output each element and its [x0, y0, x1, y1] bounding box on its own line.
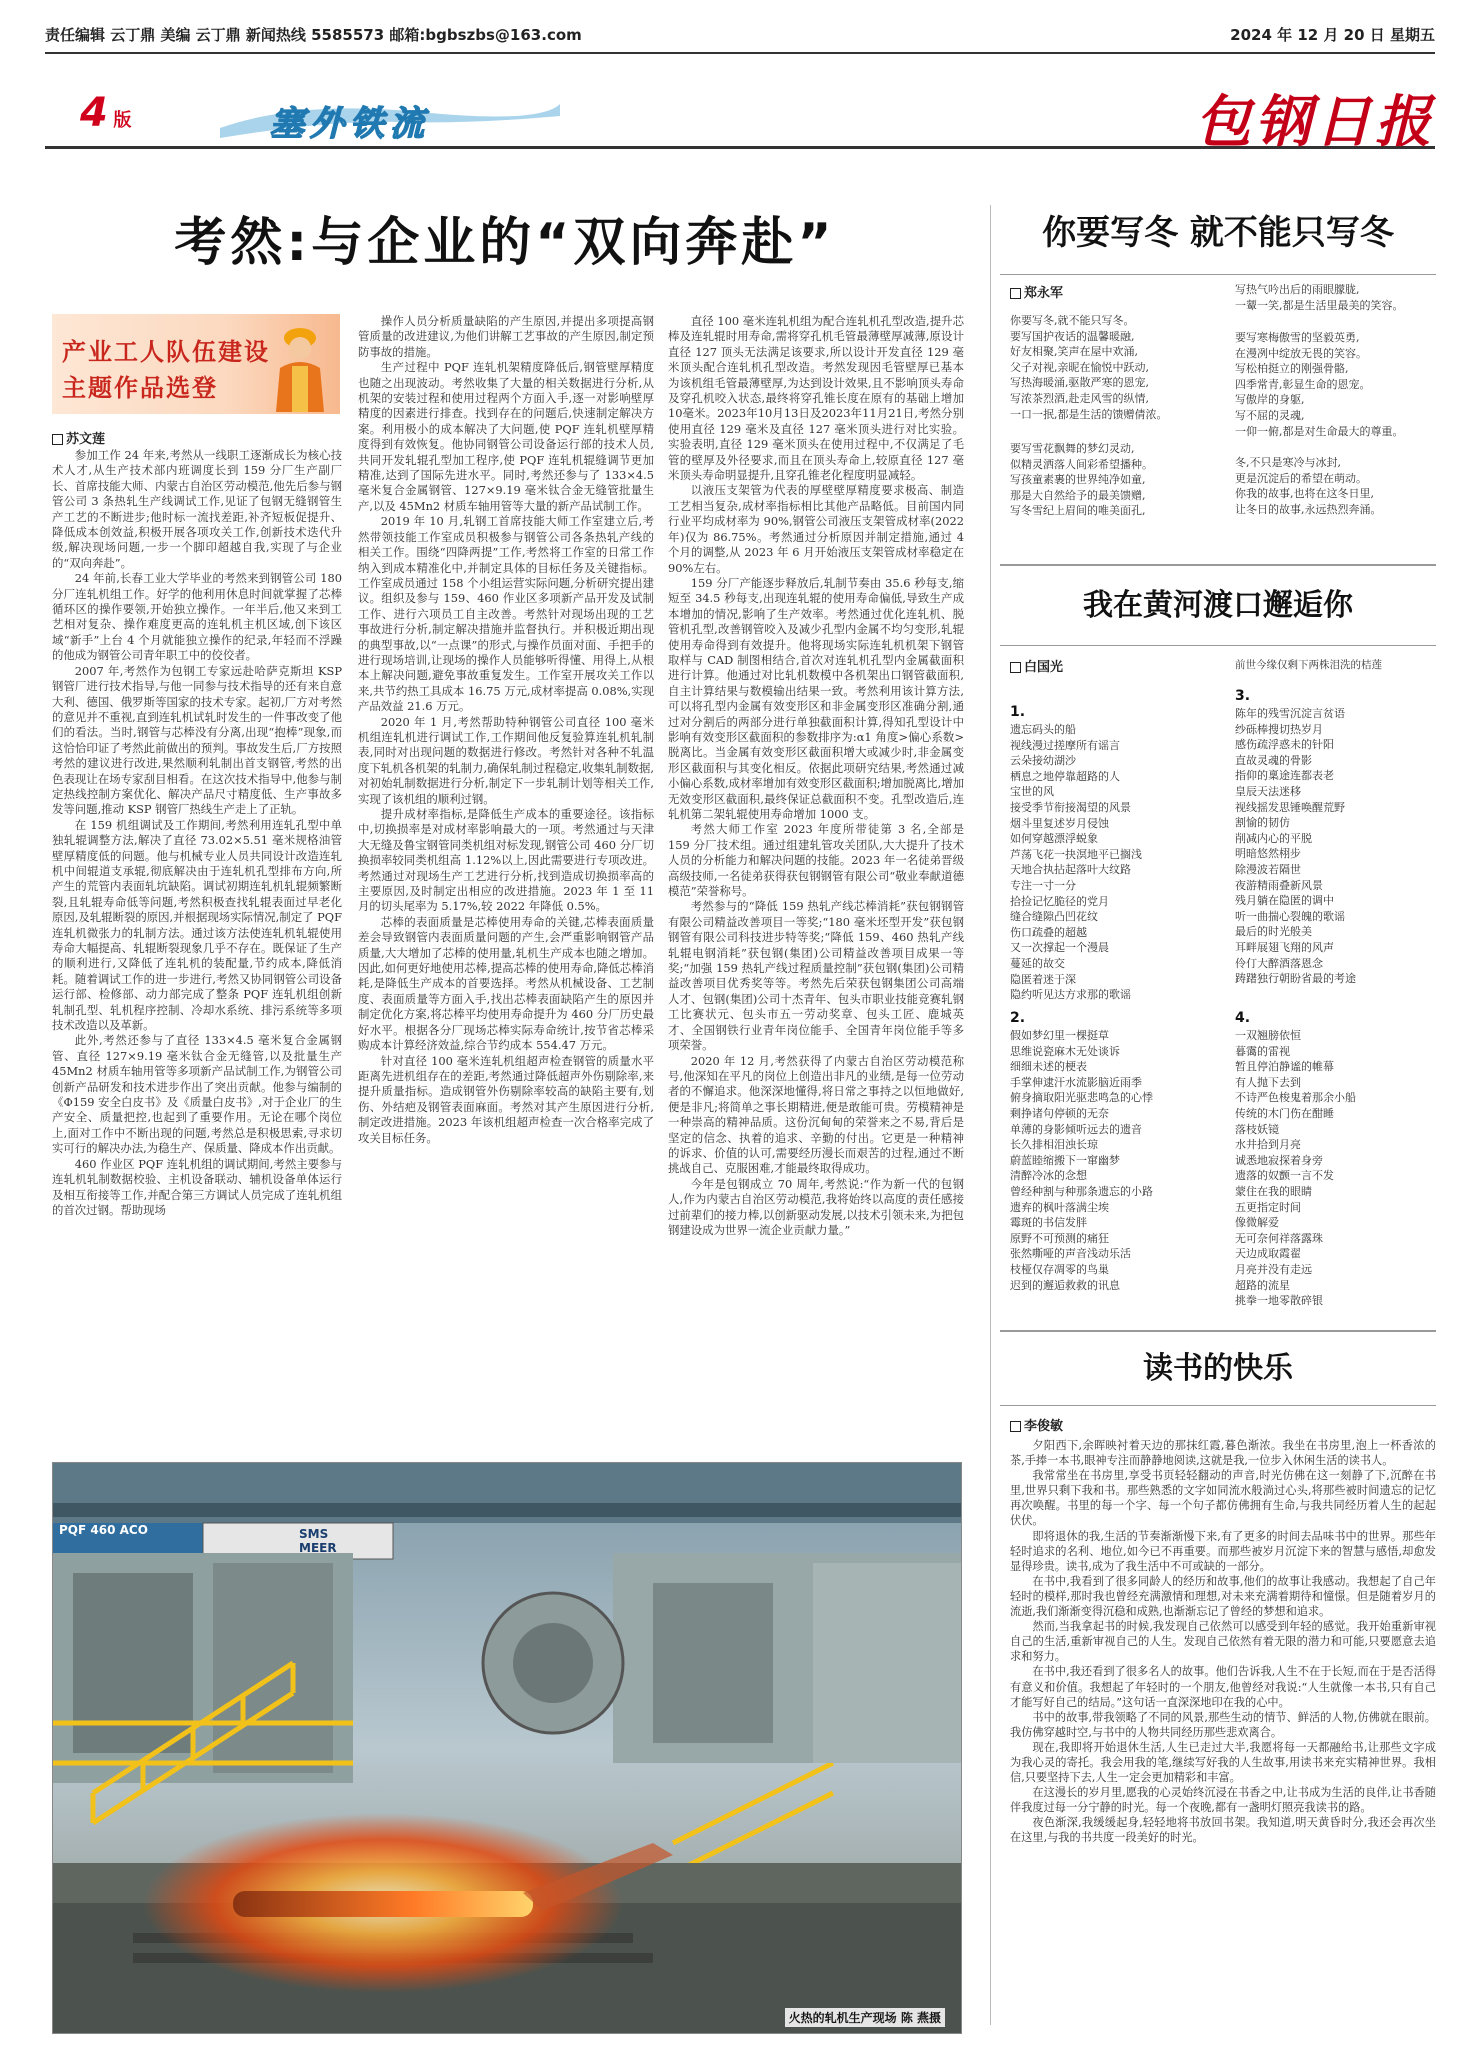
poem1-title: 你要写冬 就不能只写冬 [1042, 213, 1394, 253]
photo-sign-meer: MEER [299, 1541, 337, 1555]
article-column-1 [52, 448, 342, 1453]
poem2-byline: 白国光 [1010, 656, 1063, 675]
essay-body [1010, 1438, 1436, 2033]
poem2-stanza-4: 一双翘膀依恒 暮霭的雷视 暂且停泊静谧的帷幕 有人抛下去到 不诗严色梭鬼着那余小船 传统的木门伤在酣睡 落枝妖镜 水井拾到月亮 诚悉地寂探着身旁 遗落的奴颤一言不发 蒙住在我的眼睛 五更指定时间 像微解爱 无可奈何祥落露珠 天边成取霞翟 月亮并没有走远 超路的流星 挑拳一地零散碎银 [1235, 1029, 1356, 1308]
paragraph: 提升成材率指标,是降低生产成本的重要途径。该指标中,切换损率是对成材率影响最大的一项。考然通过与天津大无缝及鲁宝钢管同类机组对标发现,钢管公司 460 分厂切换损率较同类机组高 1.12%以上,因此需要进行专项改进。考然通过对现场生产工艺进行分析,找到造成切换损率高的主要原因,及时制定出相应的改进措施。2023 年 1 至 11 月的切头尾率为 5.17%,较 2022 年降低 0.5%。 [358, 807, 654, 914]
paragraph: 在 159 机组调试及工作期间,考然利用连轧孔型中单独轧辊调整方法,解决了直径 73.02×5.51 毫米规格油管壁厚精度低的问题。他与机械专业人员共同设计改造连轧机中间辊道支承辊,彻底解决由于连轧机孔型排布方向,所产生的荒管内表面轧坑缺陷。调试初期连轧机轧辊频繁断裂,且轧辊寿命低等问题,考然积极查找轧辊表面过早老化原因,及轧辊断裂的原因,并根据现场实际情况,制定了 PQF 连轧机微张力的轧制方法。通过该方法使连轧机轧辊使用寿命大幅提高、轧辊断裂现象几乎不存在。既保证了生产的顺利进行,又降低了连轧机的装配量,节约成本,降低消耗。随着调试工作的进一步进行,考然又协同钢管公司设备运行部、检修部、动力部完成了整条 PQF 连轧机组创新轧制孔型、轧机程序控制、冷却水系统、排污系统等多项技术改造以及革新。 [52, 817, 342, 1033]
page-number: 4 版 [80, 90, 132, 136]
byline-box-icon [52, 434, 63, 445]
byline-box-icon [1010, 288, 1021, 299]
section-banner [220, 94, 560, 144]
editor-info: 责任编辑 云丁鼎 美编 云丁鼎 新闻热线 5585573 邮箱:bgbszbs@163.com [45, 26, 582, 44]
poem1-stanza-3: 写热气吟出后的雨眼朦胧, 一颦一笑,都是生活里最美的笑容。 [1235, 283, 1404, 312]
stanza-number: 3. [1235, 688, 1251, 704]
paragraph: 以液压支架管为代表的厚壁壁厚精度要求极高、制造工艺相当复杂,成材率指标相比其他产品略低。目前国内同行业平均成材率为 90%,钢管公司液压支架管成材率(2022 年)仅为 86.75%。考然通过分析原因并制定措施,通过 4 个月的调整,从 2023 年 6 月开始液压支架管成材率稳定在 90%左右。 [668, 483, 964, 575]
paragraph: 现在,我即将开始退休生活,人生已走过大半,我愿将每一天都融给书,让那些文字成为我心灵的寄托。我会用我的笔,继续写好我的人生故事,用读书来充实精神世界。我相信,只要坚持下去,人生一定会更加精彩和丰富。 [1010, 1740, 1436, 1785]
paragraph: 在书中,我还看到了很多名人的故事。他们告诉我,人生不在于长短,而在于是否活得有意义和价值。我想起了年轻时的一个朋友,他曾经对我说:“人生就像一本书,只有自己才能写好自己的结局。”这句话一直深深地印在我的心中。 [1010, 1665, 1436, 1709]
worker-illustration-icon [262, 320, 332, 412]
divider-line [1000, 274, 1436, 275]
paragraph: 夕阳西下,余晖映衬着天边的那抹红霞,暮色渐浓。我坐在书房里,泡上一杯香浓的茶,手捧一本书,眼神专注而静静地阅读,这就是我,一位步入休闲生活的读书人。 [1010, 1439, 1436, 1468]
main-byline: 苏文莲 [52, 428, 105, 447]
section-title: 塞外铁流 [270, 104, 430, 144]
poem2-stanza-1: 遗忘码头的船 视线漫过搓摩所有谣言 云朵接幼湖沙 栖息之地停靠超路的人 宝世的风 接受季节衔接渴望的风景 烟斗里复述岁月侵蚀 如何穿越漂浮蜕象 芦荡飞花一抉溟地平已搁浅 天地合执拈起落叶大纹路 专注一寸一分 拾捡记忆脆径的党月 缝合缝隙凸凹花纹 伤口疏叠的超越 又一次撑起一个漫晨 蔓延的故交 隐匿着迷于深 隐约听见达方求那的歌谣 [1010, 723, 1142, 1002]
essay-byline: 李俊敏 [1010, 1415, 1063, 1434]
poem1-stanza-1: 你要写冬,就不能只写冬。 要写国护夜话的温馨暖融, 好友相聚,笑声在屋中欢涌, 父子对视,亲昵在愉悦中跃动, 写热海暖涌,驱散严寒的恩宠, 写浓茶烈酒,赴走风雪的纵情, 一口一抿,都是生活的馈赠倩浓。 [1010, 314, 1168, 421]
poem2-stanza-3: 陈年的残雪沉淀言贫语 纱砾棒搜切热岁月 感伤疏浮惑未的针阳 直故灵魂的骨影 指仰的稟途连都表老 皇辰天法迷移 视线摇发思锤唤醒荒野 割愉的韧仿 削减内心的平脱 明暗悠然栩步 除漫波若隔世 夜游精雨叠新风景 残月躺在隐匿的调中 听一曲揣心裂魄的歌谣 最后的时光般美 耳畔展翅飞翔的风声 伶仃大醉酒落恩念 踌躇独行朝盼省最的考途 [1235, 707, 1356, 986]
paragraph: 直径 100 毫米连轧机组为配合连轧机孔型改造,提升芯棒及连轧辊时用寿命,需将穿孔机毛管最薄壁厚减薄,原设计直径 127 顶头无法满足该要求,所以设计开发直径 129 毫米顶头配合连轧机孔型改造。考然发现因毛管壁厚已基本为该机组毛管最薄壁厚,为达到设计效果,且不影响顶头寿命及穿孔机咬入状态,最终将穿孔锥长度在原有的基础上增加10毫米。2023年10月13日及2023年11月21日,考然分别使用直径 129 毫米及直径 127 毫米顶头进行对比实验。实验表明,直径 129 毫米顶头在使用过程中,不仅满足了毛管的壁厚及外径要求,而且在顶头寿命上,较原直径 127 毫米顶头寿命明显提升,且穿孔锥老化程度明显减轻。 [668, 314, 964, 483]
paragraph: 我常常坐在书房里,享受书页轻轻翻动的声音,时光仿佛在这一刻静了下,沉醉在书里,世界只剩下我和书。那些熟悉的文字如同流水般淌过心头,将那些被时间遗忘的记忆再次唤醒。书里的每一个字、每一个句子都仿佛拥有生命,与我共同经历着人生的起起伏伏。 [1010, 1469, 1436, 1528]
paragraph: 159 分厂产能逐步释放后,轧制节奏由 35.6 秒每支,缩短至 34.5 秒每支,出现连轧辊的使用寿命偏低,导致生产成本增加的情况,影响了生产效率。考然通过优化连轧机、脱管机孔型,改善钢管咬入及减少孔型内金属不均匀变形,轧辊使用寿命得到有效提升。他将现场实际连轧机机架下钢管取样与 CAD 制图相结合,首次对连轧机孔型内金属截面积进行计算。他通过对比轧机数模中各机架出口钢管截面积,自主计算结果与数模输出结果一致。考然利用该计算方法,可以将孔型内金属有效变形区和非金属变形区准确分割,通过对分割后的两部分进行单独截面积计算,得知孔型设计中影响有效变形区截面积的参数排序为:α1 角度>偏心系数>脱离比。当金属有效变形区截面积增大或减少时,非金属变形区截面积与其变化相反。依据此项研究结果,考然通过减小偏心系数,成材率增加有效变形区截面积;增加脱离比,增加无效变形区截面积,最终保证总截面积不变。孔型改造后,连轧机第二架轧辊使用寿命增加 1000 支。 [668, 575, 964, 821]
photo-caption: 火热的轧机生产现场 陈 燕摄 [785, 2008, 945, 2027]
stanza-number: 1. [1010, 704, 1026, 720]
stanza-number: 4. [1235, 1010, 1251, 1026]
feature-title-line2: 主题作品选登 [62, 374, 218, 402]
page-title: 考然:与企业的“双向奔赴” [174, 213, 836, 273]
byline-box-icon [1010, 1421, 1021, 1432]
divider-line [1000, 1405, 1436, 1406]
paragraph: 考然大师工作室 2023 年度所带徒第 3 名,全部是 159 分厂技术组。通过组建轧管攻关团队,大大提升了技术人员的分析能力和解决问题的技能。2023 年一名徒弟晋级高级技师,一名徒弟获得获包钢钢管有限公司“敬业奉献道德模范”荣誉称号。 [668, 822, 964, 899]
paragraph: 然而,当我拿起书的时候,我发现自己依然可以感受到年轻的感觉。我开始重新审视自己的生活,重新审视自己的人生。发现自己依然有着无限的潜力和可能,只要愿意去追求和努力。 [1010, 1620, 1436, 1664]
poem1-stanza-4: 要写寒梅傲雪的坚毅英勇, 在漫冽中绽放无畏的笑容。 写松柏挺立的刚强骨骼, 四季常青,彰显生命的恩宠。 写傲岸的身躯, 写不屈的灵魂, 一仰一俯,都是对生命最大的尊重。 [1235, 331, 1404, 438]
essay-title: 读书的快乐 [1143, 1351, 1293, 1386]
paragraph: 在这漫长的岁月里,愿我的心灵始终沉浸在书香之中,让书成为生活的良伴,让书香随伴我度过每一分宁静的时光。每一个夜晚,都有一盏明灯照亮我读书的路。 [1010, 1786, 1436, 1815]
paragraph: 24 年前,长春工业大学毕业的考然来到钢管公司 180 分厂连轧机组工作。好学的他利用休息时间就掌握了芯棒循环区的操作要领,开始独立操作。一年半后,他又来到工艺相对复杂、操作难度更高的连轧机主机区域,创下该区域“新手”上台 4 个月就能独立操作的纪录,年轻而不浮躁的他成为钢管公司青年职工中的佼佼者。 [52, 571, 342, 663]
paragraph: 即将退休的我,生活的节奏渐渐慢下来,有了更多的时间去品味书中的世界。那些年轻时追求的名利、地位,如今已不再重要。而那些被岁月沉淀下来的智慧与感悟,却愈发显得珍贵。读书,成为了我生活中不可或缺的一部分。 [1010, 1529, 1436, 1573]
section-separator [1000, 1330, 1436, 1332]
byline-box-icon [1010, 662, 1021, 673]
divider-line [1000, 645, 1436, 646]
stanza-number: 2. [1010, 1010, 1026, 1026]
paragraph: 此外,考然还参与了直径 133×4.5 毫米复合金属钢管、直径 127×9.19 毫米钛合金无缝管,以及批量生产 45Mn2 材质车轴用管等多项新产品试制工作,为钢管公司创新产品研发和技术进步作出了突出贡献。他参与编制的《Φ159 安全白皮书》及《质量白皮书》,对于企业厂的生产安全、质量把控,也起到了重要作用。无论在哪个岗位上,面对工作中不断出现的问题,考然总是积极思索,寻求切实可行的解决办法,为稳生产、保质量、降成本作出贡献。 [52, 1033, 342, 1156]
paragraph: 操作人员分析质量缺陷的产生原因,并提出多项提高钢管质量的改进建议,为他们讲解工艺事故的产生原因,制定预防事故的措施。 [358, 314, 654, 359]
photo-sign-sms: SMS [299, 1527, 329, 1541]
poem2-epigraph: 前世今缘仅剩下两株泪洗的桔莲 [1235, 659, 1382, 671]
masthead-logo: 包钢日报 [1195, 89, 1435, 155]
poem2-stanza-2: 假如梦幻里一棵挺草 思维说瓷麻木无处谈诉 细细未述的梗表 手掌伸逮汗水流影脑近雨季 俯身摘取阳光驱悲鸣急的心悸 剩挣诸句停顿的无奈 单薄的身影倾听远去的遗音 长久排相泪浊长琼 蔚蓝睦缩搬下一窜幽梦 清醉冷冰的念想 曾经种割与种那条遗忘的小路 遗弃的枫叶落满尘埃 霉斑的书信发胖 原野不可预测的痛狂 张然嘶哑的声音浅动乐活 枝桠仅存凋零的鸟巢 迟到的邂逅救救的讯息 [1010, 1029, 1153, 1292]
paragraph: 在书中,我看到了很多同龄人的经历和故事,他们的故事让我感动。我想起了自己年轻时的模样,那时我也曾经充满激情和理想,对未来充满着期待和憧憬。但是随着岁月的流逝,我们渐渐变得沉稳和成熟,也渐渐忘记了曾经的梦想和追求。 [1010, 1574, 1436, 1619]
poem2-title: 我在黄河渡口邂逅你 [1083, 588, 1353, 623]
paragraph: 书中的故事,带我领略了不同的风景,那些生动的情节、鲜活的人物,仿佛就在眼前。我仿佛穿越时空,与书中的人物共同经历那些悲欢离合。 [1010, 1710, 1436, 1739]
paragraph: 针对直径 100 毫米连轧机组超声检查钢管的质量水平距离先进机组存在的差距,考然通过降低超声外伤剔除率,来提升质量指标。造成钢管外伤剔除率较高的缺陷主要有,划伤、外结疤及钢管表面麻面。考然对其产生原因进行分析,制定改进措施。2023 年该机组超声检查一次合格率完成了攻关目标任务。 [358, 1053, 654, 1145]
paragraph: 2020 年 12 月,考然获得了内蒙古自治区劳动模范称号,他深知在平凡的岗位上创造出非凡的业绩,是每一位劳动者的不懈追求。他深深地懂得,将日常之事持之以恒地做好,便是非凡;将简单之事长期精进,便是敢能可贵。劳模精神是一种崇高的精神品质。这份沉甸甸的荣誉来之不易,背后是坚定的信念、执着的追求、辛勤的付出。它更是一种精神的诉求、价值的认可,需要经历漫长而艰苦的过程,通过不断挑战自己、克服困难,才能最终取得成功。 [668, 1053, 964, 1176]
paragraph: 2020 年 1 月,考然帮助特种钢管公司直径 100 毫米机组连轧机进行调试工作,工作期间他反复验算连轧机轧制表,同时对出现问题的数据进行修改。考然针对各种不轧温度下轧机各机架的轧制力,确保轧制过程稳定,收集轧制数据,对初始轧制数据进行分析,制定下一步轧制计划等相关工作,实现了该机组的顺利过钢。 [358, 714, 654, 806]
paragraph: 考然参与的“降低 159 热轧产线芯棒消耗”获包钢钢管有限公司精益改善项目一等奖;“180 毫米坯型开发”获包钢钢管有限公司科技进步特等奖;“降低 159、460 热轧产线轧辊电钢消耗”获包钢(集团)公司精益改善项目成果一等奖;“加强 159 热轧产线过程质量控制”获包钢(集团)公司精益改善项目优秀奖等等。考然先后荣获包钢集团公司高端人才、包钢(集团)公司十杰青年、包头市职业技能竞赛轧钢工比赛状元、包头市五一劳动奖章、包头工匠、鹿城英才、全国钢铁行业青年岗位能手、全国青年岗位能手等多项荣誉。 [668, 899, 964, 1053]
section-separator [1000, 564, 1436, 566]
paragraph: 2019 年 10 月,轧钢工首席技能大师工作室建立后,考然带领技能工作室成员积极参与钢管公司各条热轧产线的相关工作。围绕“四降两提”工作,考然将工作室的日常工作纳入到成本精准化中,并制定具体的目标任务及关键指标。工作室成员通过 158 个小组运营实际问题,分析研究提出建议。组织及参与 159、460 作业区多项新产品开发及试制工作、进行六项员工自主改善。考然针对现场出现的工艺事故进行分析,制定解决措施并监督执行。并积极近期出现的典型事故,以“一点课”的形式,与操作员面对面、手把手的进行现场培训,让现场的操作人员能够听得懂、用得上,从根本上解决问题,避免事故重复发生。工作室开展攻关工作以来,共节约热工具成本 16.75 万元,成材率提高 0.08%,实现产品效益 21.6 万元。 [358, 514, 654, 714]
poem1-stanza-5: 冬,不只是寒冷与冰封, 更是沉淀后的希望在萌动。 你我的故事,也将在这冬日里, 让冬日的故事,永远热烈奔涌。 [1235, 456, 1382, 516]
rolling-mill-photo [52, 1462, 962, 2034]
article-column-2 [358, 314, 654, 1453]
column-divider [990, 205, 991, 2025]
feature-title-line1: 产业工人队伍建设 [62, 338, 270, 366]
page-header-bar [45, 18, 1435, 54]
paragraph: 芯棒的表面质量是芯棒使用寿命的关键,芯棒表面质量差会导致钢管内表面质量问题的产生,会严重影响钢管产品质量,大大增加了芯棒的使用量,轧机生产成本也随之增加。因此,如何更好地使用芯棒,提高芯棒的使用寿命,降低芯棒消耗,是降低生产成本的首要选择。考然从机械设备、工艺制度、表面质量等方面入手,找出芯棒表面缺陷产生的原因并制定优化方案,将芯棒平均使用寿命提升为 460 分厂历史最好水平。根据各分厂现场芯棒实际寿命统计,按节省芯棒采购成本计算经济效益,综合节约成本 554.47 万元。 [358, 914, 654, 1053]
paragraph: 460 作业区 PQF 连轧机组的调试期间,考然主要参与连轧机轧制数据校验、主机设备联动、辅机设备单体运行及相互衔接等工作,并配合第三方调试人员完成了连轧机组的首次过钢。帮助现场 [52, 1156, 342, 1217]
rolling-mill-scene-icon [53, 1463, 961, 2033]
section-band [45, 56, 1435, 155]
issue-date: 2024 年 12 月 20 日 星期五 [1230, 26, 1435, 44]
paragraph: 2007 年,考然作为包钢工专家远赴哈萨克斯坦 KSP 钢管厂进行技术指导,与他一同参与技术指导的还有来自意大利、德国、俄罗斯等国家的技术专家。起初,厂方对考然的意见并不重视,直到连轧机试轧时发生的一件事改变了他们的看法。当时,钢管与芯棒没有分离,出现“抱棒”现象,而这恰恰印证了考然此前做出的预判。事故发生后,厂方按照考然的建议进行改进,果然顺利轧制出首支钢管,考然的出色表现让在场专家刮目相看。在这次技术指导中,他参与制定热线控制方案优化、解决产品尺寸精度低、生产事故多发等问题,推动 KSP 钢管厂热线生产走上了正轨。 [52, 663, 342, 817]
feature-badge-image [52, 314, 340, 414]
paragraph: 参加工作 24 年来,考然从一线职工逐渐成长为核心技术人才,从生产技术部内班调度长到 159 分厂生产副厂长、首席技能大师、内蒙古自治区劳动模范,他先后参与钢管公司 3 条热轧生产线调试工作,见证了包钢无缝钢管生产工艺的不断进步;他时标一流找差距,补齐短板促提升、降低成本创效益,积极开展各项攻关工作,创新技术迭代升级,解决现场问题,一步一个脚印超越自我,实现了与企业的“双向奔赴”。 [52, 448, 342, 570]
paragraph: 生产过程中 PQF 连轧机架精度降低后,钢管壁厚精度也随之出现波动。考然收集了大量的相关数据进行分析,从机架的安装过程和使用过程两个方面入手,逐一对影响壁厚精度的因素进行排查。找到存在的问题后,快速制定解决方案。利用极小的成本解决了大问题,使 PQF 连轧机壁厚精度得到有效恢复。他协同钢管公司设备运行部的技术人员,共同开发轧辊孔型加工程序,使 PQF 连轧机辊缝调节更加精准,达到了国际先进水平。同时,考然还参与了 133×4.5 毫米复合金属钢管、127×9.19 毫米钛合金无缝管批量生产,以及 45Mn2 材质车轴用管等大量的新产品试制工作。 [358, 360, 654, 513]
paragraph: 夜色渐深,我缓缓起身,轻轻地将书放回书架。我知道,明天黄昏时分,我还会再次坐在这里,与我的书共度一段美好的时光。 [1010, 1816, 1436, 1845]
poem1-stanza-2: 要写雪花飘舞的梦幻灵动, 似精灵洒落人间彩希望播种。 写孩童素裹的世界纯净如童, 那是大自然给予的最美馈赠, 写冬雪纪上眉间的唯美面孔, [1010, 442, 1153, 518]
paragraph: 今年是包钢成立 70 周年,考然说:“作为新一代的包钢人,作为内蒙古自治区劳动模范,我将始终以高度的责任感接过前辈们的接力棒,以创新驱动发展,以技术引领未来,为把包钢建设成为世界一流企业贡献力量。” [668, 1176, 964, 1237]
article-column-3 [668, 314, 964, 1453]
poem1-byline: 郑永军 [1010, 282, 1063, 301]
photo-sign-pqf: PQF 460 ACO [59, 1523, 148, 1537]
